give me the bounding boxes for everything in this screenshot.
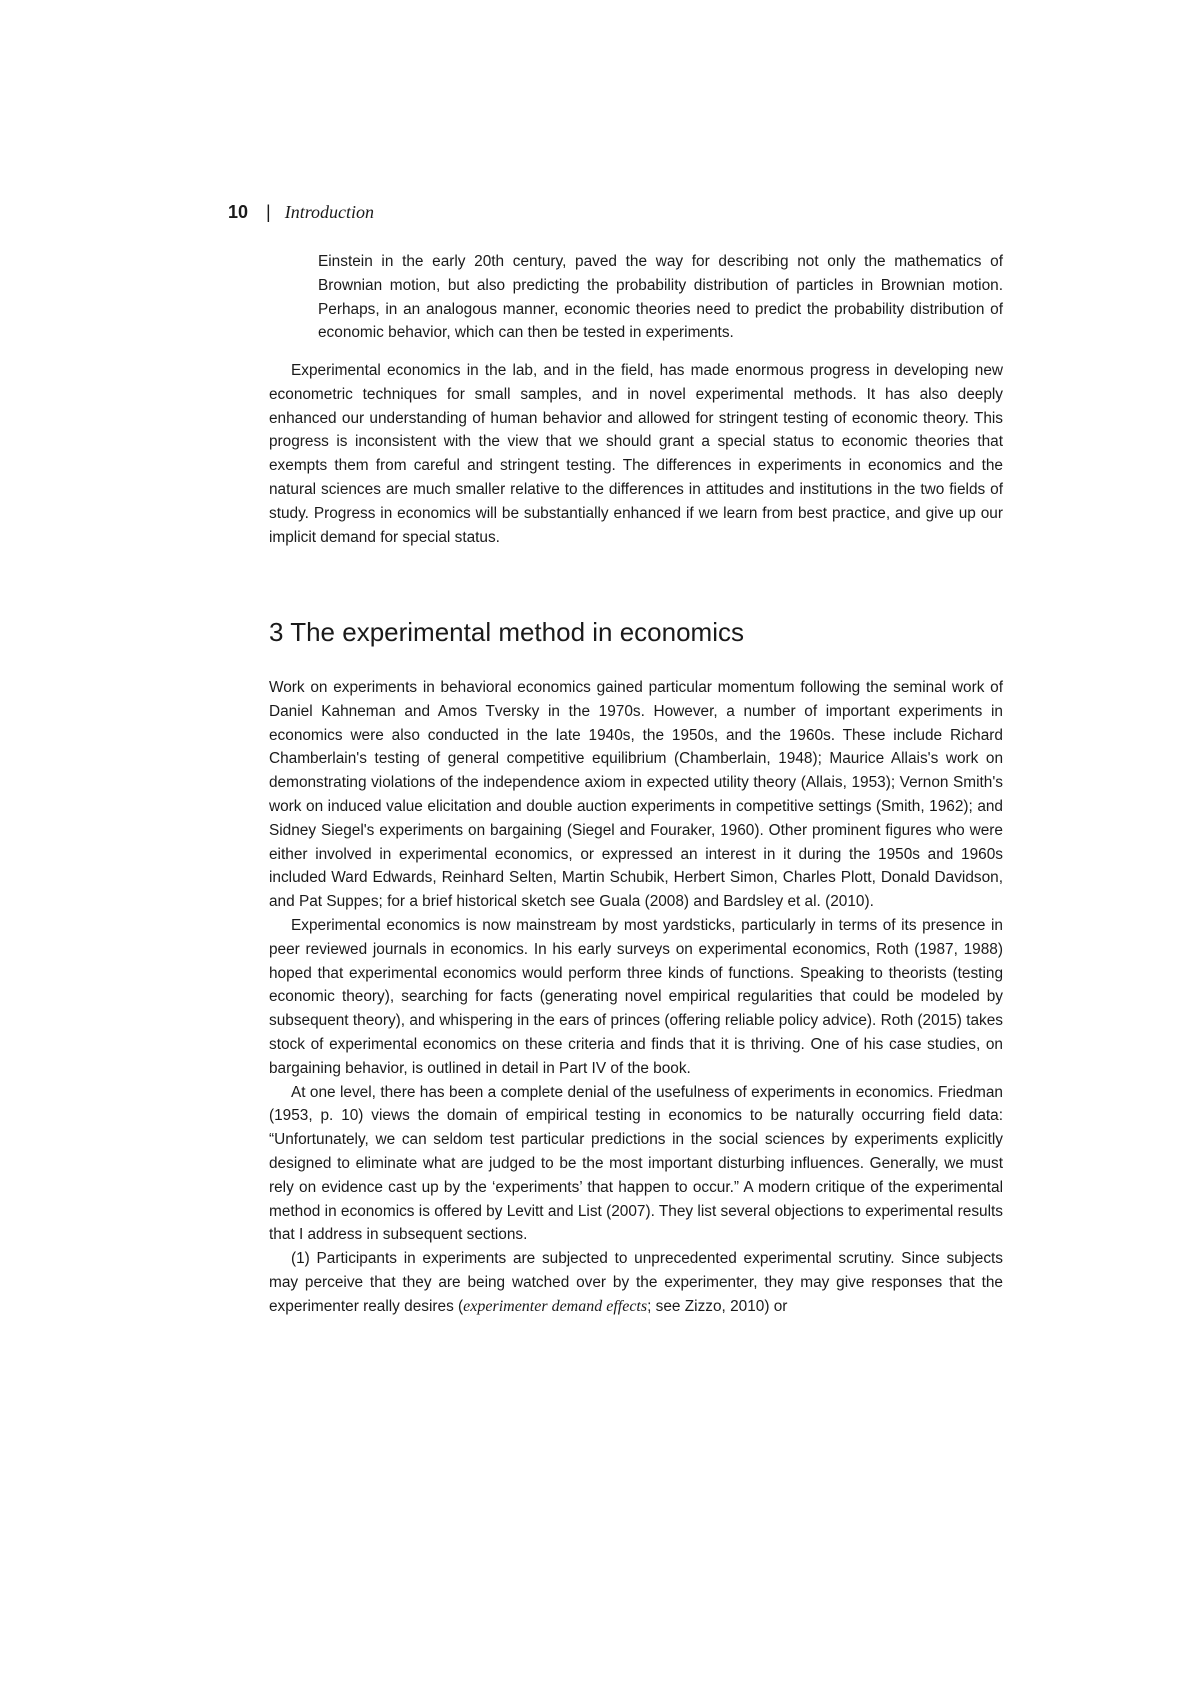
italic-term: experimenter demand effects xyxy=(463,1297,648,1315)
paragraph-text-end: ; see Zizzo, 2010) or xyxy=(647,1297,788,1315)
body-paragraph xyxy=(269,359,1003,549)
running-head xyxy=(228,200,374,224)
block-quote-continuation xyxy=(318,250,1003,345)
section-heading: 3 The experimental method in economics xyxy=(269,617,744,647)
page-number: 10 xyxy=(228,202,249,222)
paragraph-text-start: (1) Participants in experiments are subjected to unprecedented experimental scrutiny. Since subjects may perceive that they are being watched over by the experimenter, they may give responses that the experimenter really desires ( xyxy=(269,1250,1003,1315)
section-paragraph-4 xyxy=(269,1247,1003,1318)
section-body xyxy=(269,676,1003,1319)
section-paragraph-3: At one level, there has been a complete denial of the usefulness of experiments in economics. Friedman (1953, p. 10) views the domain of empirical testing in economics to be naturally occurring field data: “Unfortunately, we can seldom test particular predictions in the social sciences by experiments explicitly designed to eliminate what are judged to be the most important disturbing influences. Generally, we must rely on evidence cast up by the ‘experiments’ that happen to occur.” A modern critique of the experimental method in economics is offered by Levitt and List (2007). They list several objections to experimental results that I address in subsequent sections. xyxy=(269,1083,1003,1244)
section-paragraph-2: Experimental economics is now mainstream by most yardsticks, particularly in terms of its presence in peer reviewed journals in economics. In his early surveys on experimental economics, Roth (1987, 1988) hoped that experimental economics would perform three kinds of functions. Speaking to theorists (testing economic theory), searching for facts (generating novel empirical regularities that could be modeled by subsequent theory), and whispering in the ears of princes (offering reliable policy advice). Roth (2015) takes stock of experimental economics on these criteria and finds that it is thriving. One of his case studies, on bargaining behavior, is outlined in detail in Part IV of the book. xyxy=(269,916,1003,1077)
quote-text: Einstein in the early 20th century, paved the way for describing not only the mathematics of Brownian motion, but also predicting the probability distribution of particles in Brownian motion. Perhaps, in an analogous manner, economic theories need to predict the probability distribution of economic behavior, which can then be tested in experiments. xyxy=(318,253,1003,342)
paragraph-text: Experimental economics in the lab, and in the field, has made enormous progress in developing new econometric techniques for small samples, and in novel experimental methods. It has also deeply enhanced our understanding of human behavior and allowed for stringent testing of economic theory. This progress is inconsistent with the view that we should grant a special status to economic theories that exempts them from careful and stringent testing. The differences in experiments in economics and the natural sciences are much smaller relative to the differences in attitudes and institutions in the two fields of study. Progress in economics will be substantially enhanced if we learn from best practice, and give up our implicit demand for special status. xyxy=(269,362,1003,546)
running-head-separator: | xyxy=(266,202,271,222)
section-paragraph-1: Work on experiments in behavioral economics gained particular momentum following the seminal work of Daniel Kahneman and Amos Tversky in the 1970s. However, a number of important experiments in economics were also conducted in the late 1940s, the 1950s, and the 1960s. These include Richard Chamberlain's testing of general competitive equilibrium (Chamberlain, 1948); Maurice Allais's work on demonstrating violations of the independence axiom in expected utility theory (Allais, 1953); Vernon Smith's work on induced value elicitation and double auction experiments in competitive settings (Smith, 1962); and Sidney Siegel's experiments on bargaining (Siegel and Fouraker, 1960). Other prominent figures who were either involved in experimental economics, or expressed an interest in it during the 1950s and 1960s included Ward Edwards, Reinhard Selten, Martin Schubik, Herbert Simon, Charles Plott, Donald Davidson, and Pat Suppes; for a brief historical sketch see Guala (2008) and Bardsley et al. (2010). xyxy=(269,679,1003,911)
chapter-title: Introduction xyxy=(284,202,375,222)
